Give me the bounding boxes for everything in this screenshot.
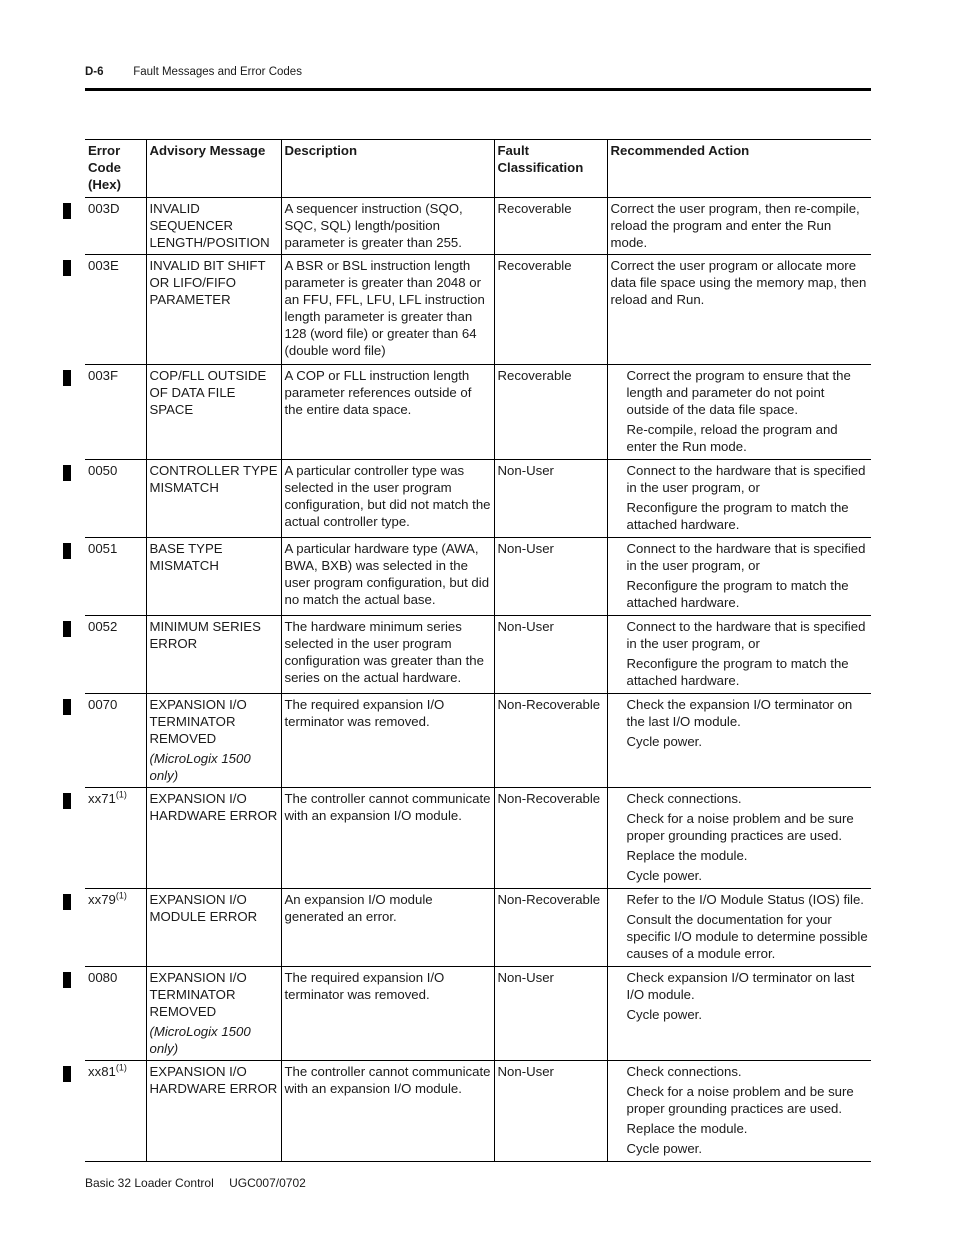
error-code-cell bbox=[85, 460, 146, 538]
advisory-note: (MicroLogix 1500 only) bbox=[149, 1024, 251, 1056]
error-code-cell bbox=[85, 255, 146, 365]
header-rule bbox=[85, 88, 871, 91]
action-item: Cycle power. bbox=[626, 1007, 702, 1022]
error-code-cell bbox=[85, 538, 146, 616]
table-row bbox=[85, 788, 871, 889]
advisory-message: COP/FLL OUTSIDE OF DATA FILE SPACE bbox=[149, 368, 267, 417]
action-item: Connect to the hardware that is specified in the user program, or bbox=[626, 463, 866, 495]
change-bar bbox=[63, 260, 71, 276]
recommended-action-cell bbox=[607, 365, 871, 460]
fault-classification-cell: Recoverable bbox=[494, 198, 607, 255]
change-bar bbox=[63, 203, 71, 219]
advisory-message: EXPANSION I/O TERMINATOR REMOVED bbox=[149, 697, 247, 746]
col-header-advisory-message: Advisory Message bbox=[146, 140, 281, 198]
action-item: Check expansion I/O terminator on last I/O module. bbox=[626, 970, 855, 1002]
table-row bbox=[85, 460, 871, 538]
description-cell: A BSR or BSL instruction length parameter is greater than 2048 or an FFU, FFL, LFU, LFL instruction length parameter is greater than 128 (word file) or greater than 64 (double word file) bbox=[281, 255, 494, 365]
advisory-message-cell bbox=[146, 889, 281, 967]
fault-classification-cell: Non-User bbox=[494, 538, 607, 616]
error-code-cell bbox=[85, 967, 146, 1061]
action-item: Reconfigure the program to match the attached hardware. bbox=[626, 656, 849, 688]
description-cell: The hardware minimum series selected in the user program configuration was greater than the series on the actual hardware. bbox=[281, 616, 494, 694]
recommended-action-cell bbox=[607, 788, 871, 889]
error-code-cell bbox=[85, 889, 146, 967]
fault-classification-cell: Recoverable bbox=[494, 365, 607, 460]
action-item: Replace the module. bbox=[626, 1121, 748, 1136]
error-code: 003F bbox=[88, 368, 119, 383]
advisory-message: INVALID BIT SHIFT OR LIFO/FIFO PARAMETER bbox=[149, 258, 266, 307]
table-row bbox=[85, 198, 871, 255]
action-item: Check for a noise problem and be sure proper grounding practices are used. bbox=[626, 1084, 854, 1116]
fault-classification-cell: Recoverable bbox=[494, 255, 607, 365]
fault-codes-table bbox=[85, 139, 871, 1162]
footnote-marker: (1) bbox=[115, 890, 127, 901]
action-item: Check connections. bbox=[626, 791, 742, 806]
advisory-note: (MicroLogix 1500 only) bbox=[149, 751, 251, 783]
action-item: Cycle power. bbox=[626, 734, 702, 749]
change-bar bbox=[63, 1066, 71, 1082]
section-title: Fault Messages and Error Codes bbox=[133, 66, 302, 78]
page-header bbox=[85, 66, 871, 78]
advisory-message-cell bbox=[146, 616, 281, 694]
error-code: 0080 bbox=[88, 970, 118, 985]
advisory-message: MINIMUM SERIES ERROR bbox=[149, 619, 261, 651]
change-bar bbox=[63, 465, 71, 481]
description-cell: The required expansion I/O terminator was removed. bbox=[281, 694, 494, 788]
advisory-message: BASE TYPE MISMATCH bbox=[149, 541, 223, 573]
fault-classification-cell: Non-Recoverable bbox=[494, 889, 607, 967]
advisory-message-cell bbox=[146, 460, 281, 538]
col-header-description: Description bbox=[281, 140, 494, 198]
page-footer bbox=[85, 1176, 306, 1190]
action-item: Re-compile, reload the program and enter the Run mode. bbox=[626, 422, 838, 454]
action-item: Connect to the hardware that is specified in the user program, or bbox=[626, 541, 866, 573]
action-item: Cycle power. bbox=[626, 1141, 702, 1156]
action-item: Replace the module. bbox=[626, 848, 748, 863]
error-code-cell bbox=[85, 365, 146, 460]
error-code: 0070 bbox=[88, 697, 118, 712]
advisory-message-cell bbox=[146, 255, 281, 365]
change-bar bbox=[63, 894, 71, 910]
error-code-cell bbox=[85, 616, 146, 694]
recommended-action-cell bbox=[607, 889, 871, 967]
advisory-message-cell bbox=[146, 967, 281, 1061]
description-cell: A particular controller type was selected in the user program configuration, but did not match the actual controller type. bbox=[281, 460, 494, 538]
description-cell: The controller cannot communicate with an expansion I/O module. bbox=[281, 788, 494, 889]
document-title: Basic 32 Loader Control bbox=[85, 1176, 214, 1190]
action-item: Consult the documentation for your specific I/O module to determine possible causes of a module error. bbox=[626, 912, 868, 961]
error-code: 003E bbox=[88, 258, 119, 273]
footnote-marker: (1) bbox=[115, 1062, 127, 1073]
advisory-message-cell bbox=[146, 538, 281, 616]
table-row bbox=[85, 694, 871, 788]
table-row bbox=[85, 1061, 871, 1162]
recommended-action-cell bbox=[607, 538, 871, 616]
recommended-action-cell bbox=[607, 255, 871, 365]
advisory-message-cell bbox=[146, 198, 281, 255]
recommended-action-cell bbox=[607, 198, 871, 255]
col-header-fault-classification: Fault Classification bbox=[494, 140, 607, 198]
recommended-action-cell bbox=[607, 967, 871, 1061]
description-cell: The controller cannot communicate with an expansion I/O module. bbox=[281, 1061, 494, 1162]
table-row bbox=[85, 365, 871, 460]
recommended-action-cell bbox=[607, 694, 871, 788]
advisory-message: INVALID SEQUENCER LENGTH/POSITION bbox=[149, 201, 270, 250]
fault-classification-cell: Non-User bbox=[494, 967, 607, 1061]
description-cell: The required expansion I/O terminator was removed. bbox=[281, 967, 494, 1061]
advisory-message-cell bbox=[146, 788, 281, 889]
error-code: 0050 bbox=[88, 463, 118, 478]
advisory-message: EXPANSION I/O HARDWARE ERROR bbox=[149, 791, 278, 823]
recommended-action-cell bbox=[607, 460, 871, 538]
change-bar bbox=[63, 699, 71, 715]
col-header-recommended-action: Recommended Action bbox=[607, 140, 871, 198]
advisory-message: EXPANSION I/O MODULE ERROR bbox=[149, 892, 258, 924]
action-item: Check for a noise problem and be sure proper grounding practices are used. bbox=[626, 811, 854, 843]
error-code: 0052 bbox=[88, 619, 118, 634]
advisory-message: CONTROLLER TYPE MISMATCH bbox=[149, 463, 278, 495]
table-row bbox=[85, 967, 871, 1061]
description-cell: A particular hardware type (AWA, BWA, BXB) was selected in the user program configuration, but did no match the actual base. bbox=[281, 538, 494, 616]
advisory-message-cell bbox=[146, 694, 281, 788]
action-item: Refer to the I/O Module Status (IOS) file. bbox=[626, 892, 864, 907]
error-code: 003D bbox=[88, 201, 120, 216]
error-code-cell bbox=[85, 788, 146, 889]
recommended-action-cell bbox=[607, 1061, 871, 1162]
action-item: Check connections. bbox=[626, 1064, 742, 1079]
action-item: Correct the user program, then re-compile, reload the program and enter the Run mode. bbox=[610, 201, 860, 250]
change-bar bbox=[63, 543, 71, 559]
fault-classification-cell: Non-User bbox=[494, 460, 607, 538]
error-code: xx79 bbox=[88, 892, 116, 907]
action-item: Check the expansion I/O terminator on the last I/O module. bbox=[626, 697, 853, 729]
action-item: Reconfigure the program to match the attached hardware. bbox=[626, 578, 849, 610]
footnote-marker: (1) bbox=[115, 789, 127, 800]
fault-classification-cell: Non-User bbox=[494, 1061, 607, 1162]
action-item: Correct the user program or allocate more data file space using the memory map, then reload and Run. bbox=[610, 258, 867, 307]
change-bar bbox=[63, 793, 71, 809]
col-header-error-code: Error Code (Hex) bbox=[85, 140, 146, 198]
action-item: Correct the program to ensure that the length and parameter do not point outside of the data file space. bbox=[626, 368, 851, 417]
table-row bbox=[85, 538, 871, 616]
description-cell: A COP or FLL instruction length parameter references outside of the entire data space. bbox=[281, 365, 494, 460]
table-row bbox=[85, 889, 871, 967]
error-code-cell bbox=[85, 198, 146, 255]
action-item: Cycle power. bbox=[626, 868, 702, 883]
fault-classification-cell: Non-Recoverable bbox=[494, 788, 607, 889]
change-bar bbox=[63, 972, 71, 988]
document-number: UGC007/0702 bbox=[229, 1176, 306, 1190]
table-header-row bbox=[85, 140, 871, 198]
advisory-message: EXPANSION I/O HARDWARE ERROR bbox=[149, 1064, 278, 1096]
description-cell: An expansion I/O module generated an error. bbox=[281, 889, 494, 967]
recommended-action-cell bbox=[607, 616, 871, 694]
error-code-cell bbox=[85, 694, 146, 788]
advisory-message-cell bbox=[146, 1061, 281, 1162]
change-bar bbox=[63, 370, 71, 386]
advisory-message: EXPANSION I/O TERMINATOR REMOVED bbox=[149, 970, 247, 1019]
advisory-message-cell bbox=[146, 365, 281, 460]
fault-classification-cell: Non-User bbox=[494, 616, 607, 694]
page-number: D-6 bbox=[85, 66, 104, 78]
error-code: xx81 bbox=[88, 1064, 116, 1079]
table-row bbox=[85, 255, 871, 365]
error-code: xx71 bbox=[88, 791, 116, 806]
fault-classification-cell: Non-Recoverable bbox=[494, 694, 607, 788]
error-code-cell bbox=[85, 1061, 146, 1162]
description-cell: A sequencer instruction (SQO, SQC, SQL) length/position parameter is greater than 255. bbox=[281, 198, 494, 255]
action-item: Reconfigure the program to match the attached hardware. bbox=[626, 500, 849, 532]
action-item: Connect to the hardware that is specified in the user program, or bbox=[626, 619, 866, 651]
error-code: 0051 bbox=[88, 541, 118, 556]
change-bar bbox=[63, 621, 71, 637]
table-row bbox=[85, 616, 871, 694]
